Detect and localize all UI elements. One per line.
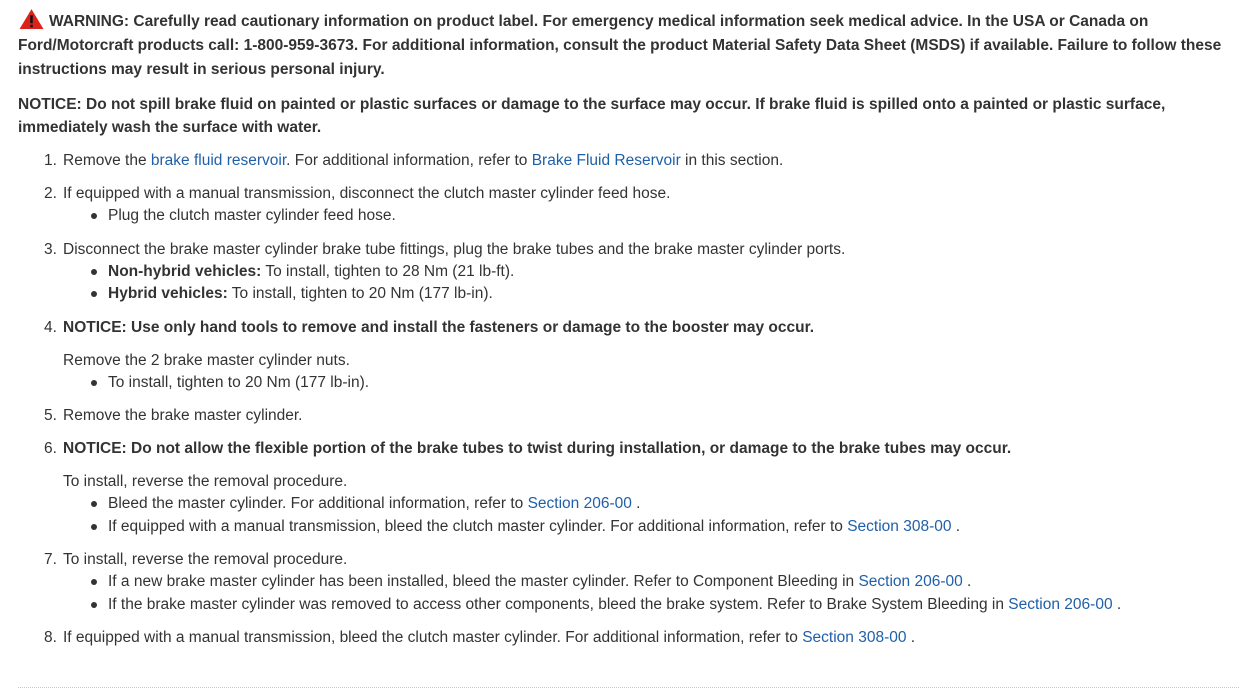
bullet-text: To install, tighten to 28 Nm (21 lb-ft). — [261, 262, 515, 280]
procedure-document — [18, 8, 1240, 660]
bullet-text: If the brake master cylinder was removed to access other components, bleed the brake system. Refer to Brake System Bleeding in — [108, 595, 1009, 613]
step-bullets — [63, 261, 1240, 306]
step-number: 1. — [44, 152, 57, 169]
procedure-steps — [18, 150, 1240, 649]
step-text: To install, reverse the removal procedure. — [63, 551, 348, 568]
bullet-text: . — [962, 573, 972, 590]
step-bullets — [63, 372, 1240, 395]
step-notice: NOTICE: Do not allow the flexible portion of the brake tubes to twist during installation, or damage to the brake tubes may occur. — [63, 440, 1012, 457]
step-3 — [18, 239, 1240, 306]
section-308-00-link[interactable]: Section 308-00 — [847, 517, 952, 535]
step-text: Remove the — [63, 152, 151, 169]
step-bullets — [63, 493, 1240, 538]
step-text: If equipped with a manual transmission, bleed the clutch master cylinder. For additional information, refer to — [63, 629, 803, 646]
section-206-00-link[interactable]: Section 206-00 — [1008, 595, 1113, 613]
brake-fluid-reservoir-link[interactable]: brake fluid reservoir — [150, 152, 287, 169]
bullet-text: If equipped with a manual transmission, bleed the clutch master cylinder. For additional information, refer to — [108, 517, 848, 535]
step-text: If equipped with a manual transmission, disconnect the clutch master cylinder feed hose. — [63, 185, 671, 202]
step-4 — [18, 317, 1240, 395]
warning-text: WARNING: Carefully read cautionary information on product label. For emergency medical information seek medical advice. In the USA or Canada on Ford/Motorcraft products call: 1-800-959-3673. For additional information, consult the product Material Safety Data Sheet (MSDS) if available. Failure to follow these instructions may result in serious personal injury. — [18, 13, 1222, 78]
step-text: To install, reverse the removal procedure. — [63, 473, 348, 490]
step-8 — [18, 627, 1240, 649]
step-number: 5. — [44, 407, 57, 424]
bullet-text: To install, tighten to 20 Nm (177 lb-in). — [227, 285, 493, 302]
step-text: in this section. — [680, 152, 784, 169]
bullet-item — [89, 516, 1240, 539]
step-1 — [18, 150, 1240, 172]
bullet-text: Bleed the master cylinder. For additional information, refer to — [108, 495, 528, 512]
bullet-label: Non-hybrid vehicles: — [108, 262, 262, 280]
bullet-text: If a new brake master cylinder has been installed, bleed the master cylinder. Refer to Component Bleeding in — [108, 573, 859, 590]
step-text: . — [906, 629, 916, 646]
step-6 — [18, 438, 1240, 538]
bullet-text: . — [631, 495, 641, 512]
step-number: 6. — [44, 440, 57, 457]
bullet-text: . — [1112, 595, 1122, 613]
bottom-divider — [18, 687, 1239, 688]
step-2 — [18, 183, 1240, 228]
step-5 — [18, 405, 1240, 427]
bullet-item — [89, 261, 1240, 284]
warning-triangle-icon — [18, 8, 45, 30]
step-text: . For additional information, refer to — [286, 152, 532, 169]
step-bullets — [63, 205, 1240, 228]
bullet-label: Hybrid vehicles: — [108, 285, 228, 302]
bullet-item: To install, tighten to 20 Nm (177 lb-in). — [89, 372, 1240, 395]
brake-fluid-reservoir-section-link[interactable]: Brake Fluid Reservoir — [531, 152, 681, 169]
warning-paragraph — [18, 8, 1240, 82]
step-text: Disconnect the brake master cylinder brake tube fittings, plug the brake tubes and the brake master cylinder ports. — [63, 240, 846, 258]
section-206-00-link[interactable]: Section 206-00 — [858, 573, 963, 590]
section-308-00-link[interactable]: Section 308-00 — [802, 629, 907, 646]
step-bullets — [63, 571, 1240, 616]
bullet-item — [89, 594, 1240, 617]
bullet-item: Plug the clutch master cylinder feed hose. — [89, 205, 1240, 228]
bullet-item — [89, 493, 1240, 516]
bullet-item — [89, 283, 1240, 306]
step-notice: NOTICE: Use only hand tools to remove and install the fasteners or damage to the booster may occur. — [63, 318, 815, 336]
step-number: 2. — [44, 185, 57, 202]
bullet-text: . — [951, 517, 961, 535]
step-number: 7. — [44, 551, 57, 568]
step-number: 3. — [44, 240, 57, 258]
section-206-00-link[interactable]: Section 206-00 — [527, 495, 632, 512]
step-text: Remove the brake master cylinder. — [63, 407, 303, 424]
notice-paragraph: NOTICE: Do not spill brake fluid on painted or plastic surfaces or damage to the surface may occur. If brake fluid is spilled onto a painted or plastic surface, immediately wash the surface with water. — [18, 96, 1166, 136]
step-number: 8. — [44, 629, 57, 646]
step-7 — [18, 549, 1240, 616]
step-text: Remove the 2 brake master cylinder nuts. — [63, 351, 350, 369]
bullet-item — [89, 571, 1240, 594]
step-number: 4. — [44, 318, 57, 336]
